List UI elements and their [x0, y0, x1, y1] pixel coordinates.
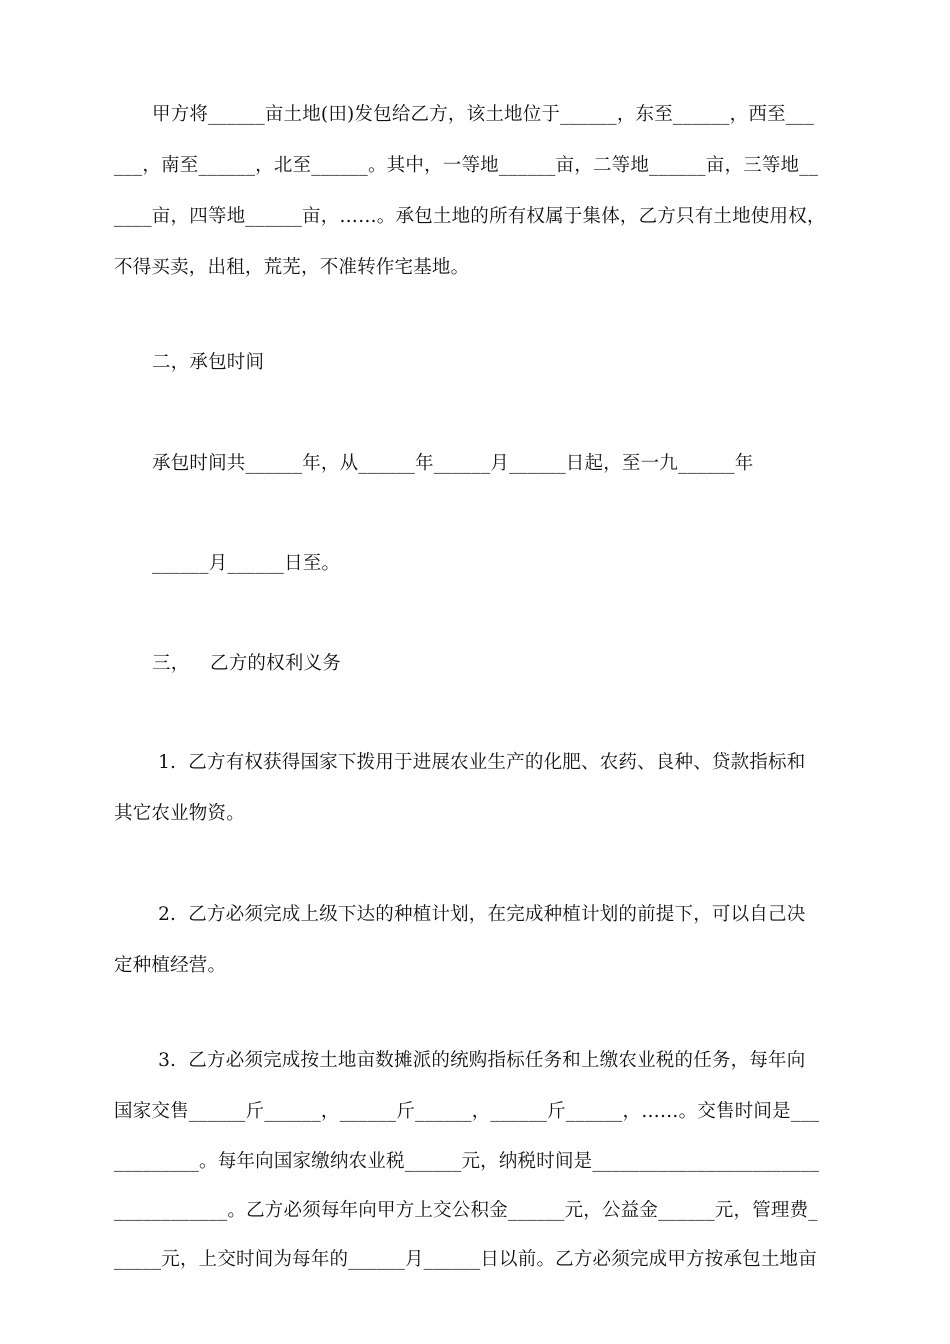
paragraph-line: ______月______日至。: [152, 553, 341, 574]
list-item-line: 1. 乙方有权获得国家下拨用于进展农业生产的化肥、农药、良种、贷款指标和: [152, 752, 806, 773]
list-item-line: 2. 乙方必须完成上级下达的种植计划，在完成种植计划的前提下，可以自己决: [152, 904, 806, 925]
list-item-line: _________。每年向国家缴纳农业税______元，纳税时间是________________________: [114, 1151, 820, 1172]
list-item-line: 其它农业物资。: [114, 803, 245, 824]
list-item-line: 定种植经营。: [114, 955, 227, 976]
section-heading: 二，承包时间: [152, 352, 265, 373]
paragraph-line: 承包时间共______年，从______年______月______日起，至一九______年: [152, 453, 754, 474]
paragraph-line: 不得买卖，出租，荒芜，不准转作宅基地。: [114, 257, 470, 278]
list-item-line: 3. 乙方必须完成按土地亩数摊派的统购指标任务和上缴农业税的任务，每年向: [152, 1050, 806, 1071]
section-number: 三，: [152, 653, 190, 674]
list-item-line: 国家交售______斤______，______斤______，______斤______，……。交售时间是___: [114, 1101, 820, 1122]
list-item-line: ____________。乙方必须每年向甲方上交公积金______元，公益金______元，管理费_: [114, 1200, 818, 1221]
section-heading: [152, 652, 341, 676]
paragraph-line: ___，南至______，北至______。其中，一等地______亩，二等地______亩，三等地__: [114, 155, 819, 176]
section-title: 乙方的权利义务: [210, 653, 341, 674]
paragraph-line: ____亩，四等地______亩，……。承包土地的所有权属于集体，乙方只有土地使用权，: [114, 206, 826, 227]
paragraph-line: 甲方将______亩土地(田)发包给乙方，该土地位于______，东至______，西至___: [152, 104, 815, 125]
list-item-line: _____元，上交时间为每年的______月______日以前。乙方必须完成甲方按承包土地亩: [114, 1249, 817, 1270]
